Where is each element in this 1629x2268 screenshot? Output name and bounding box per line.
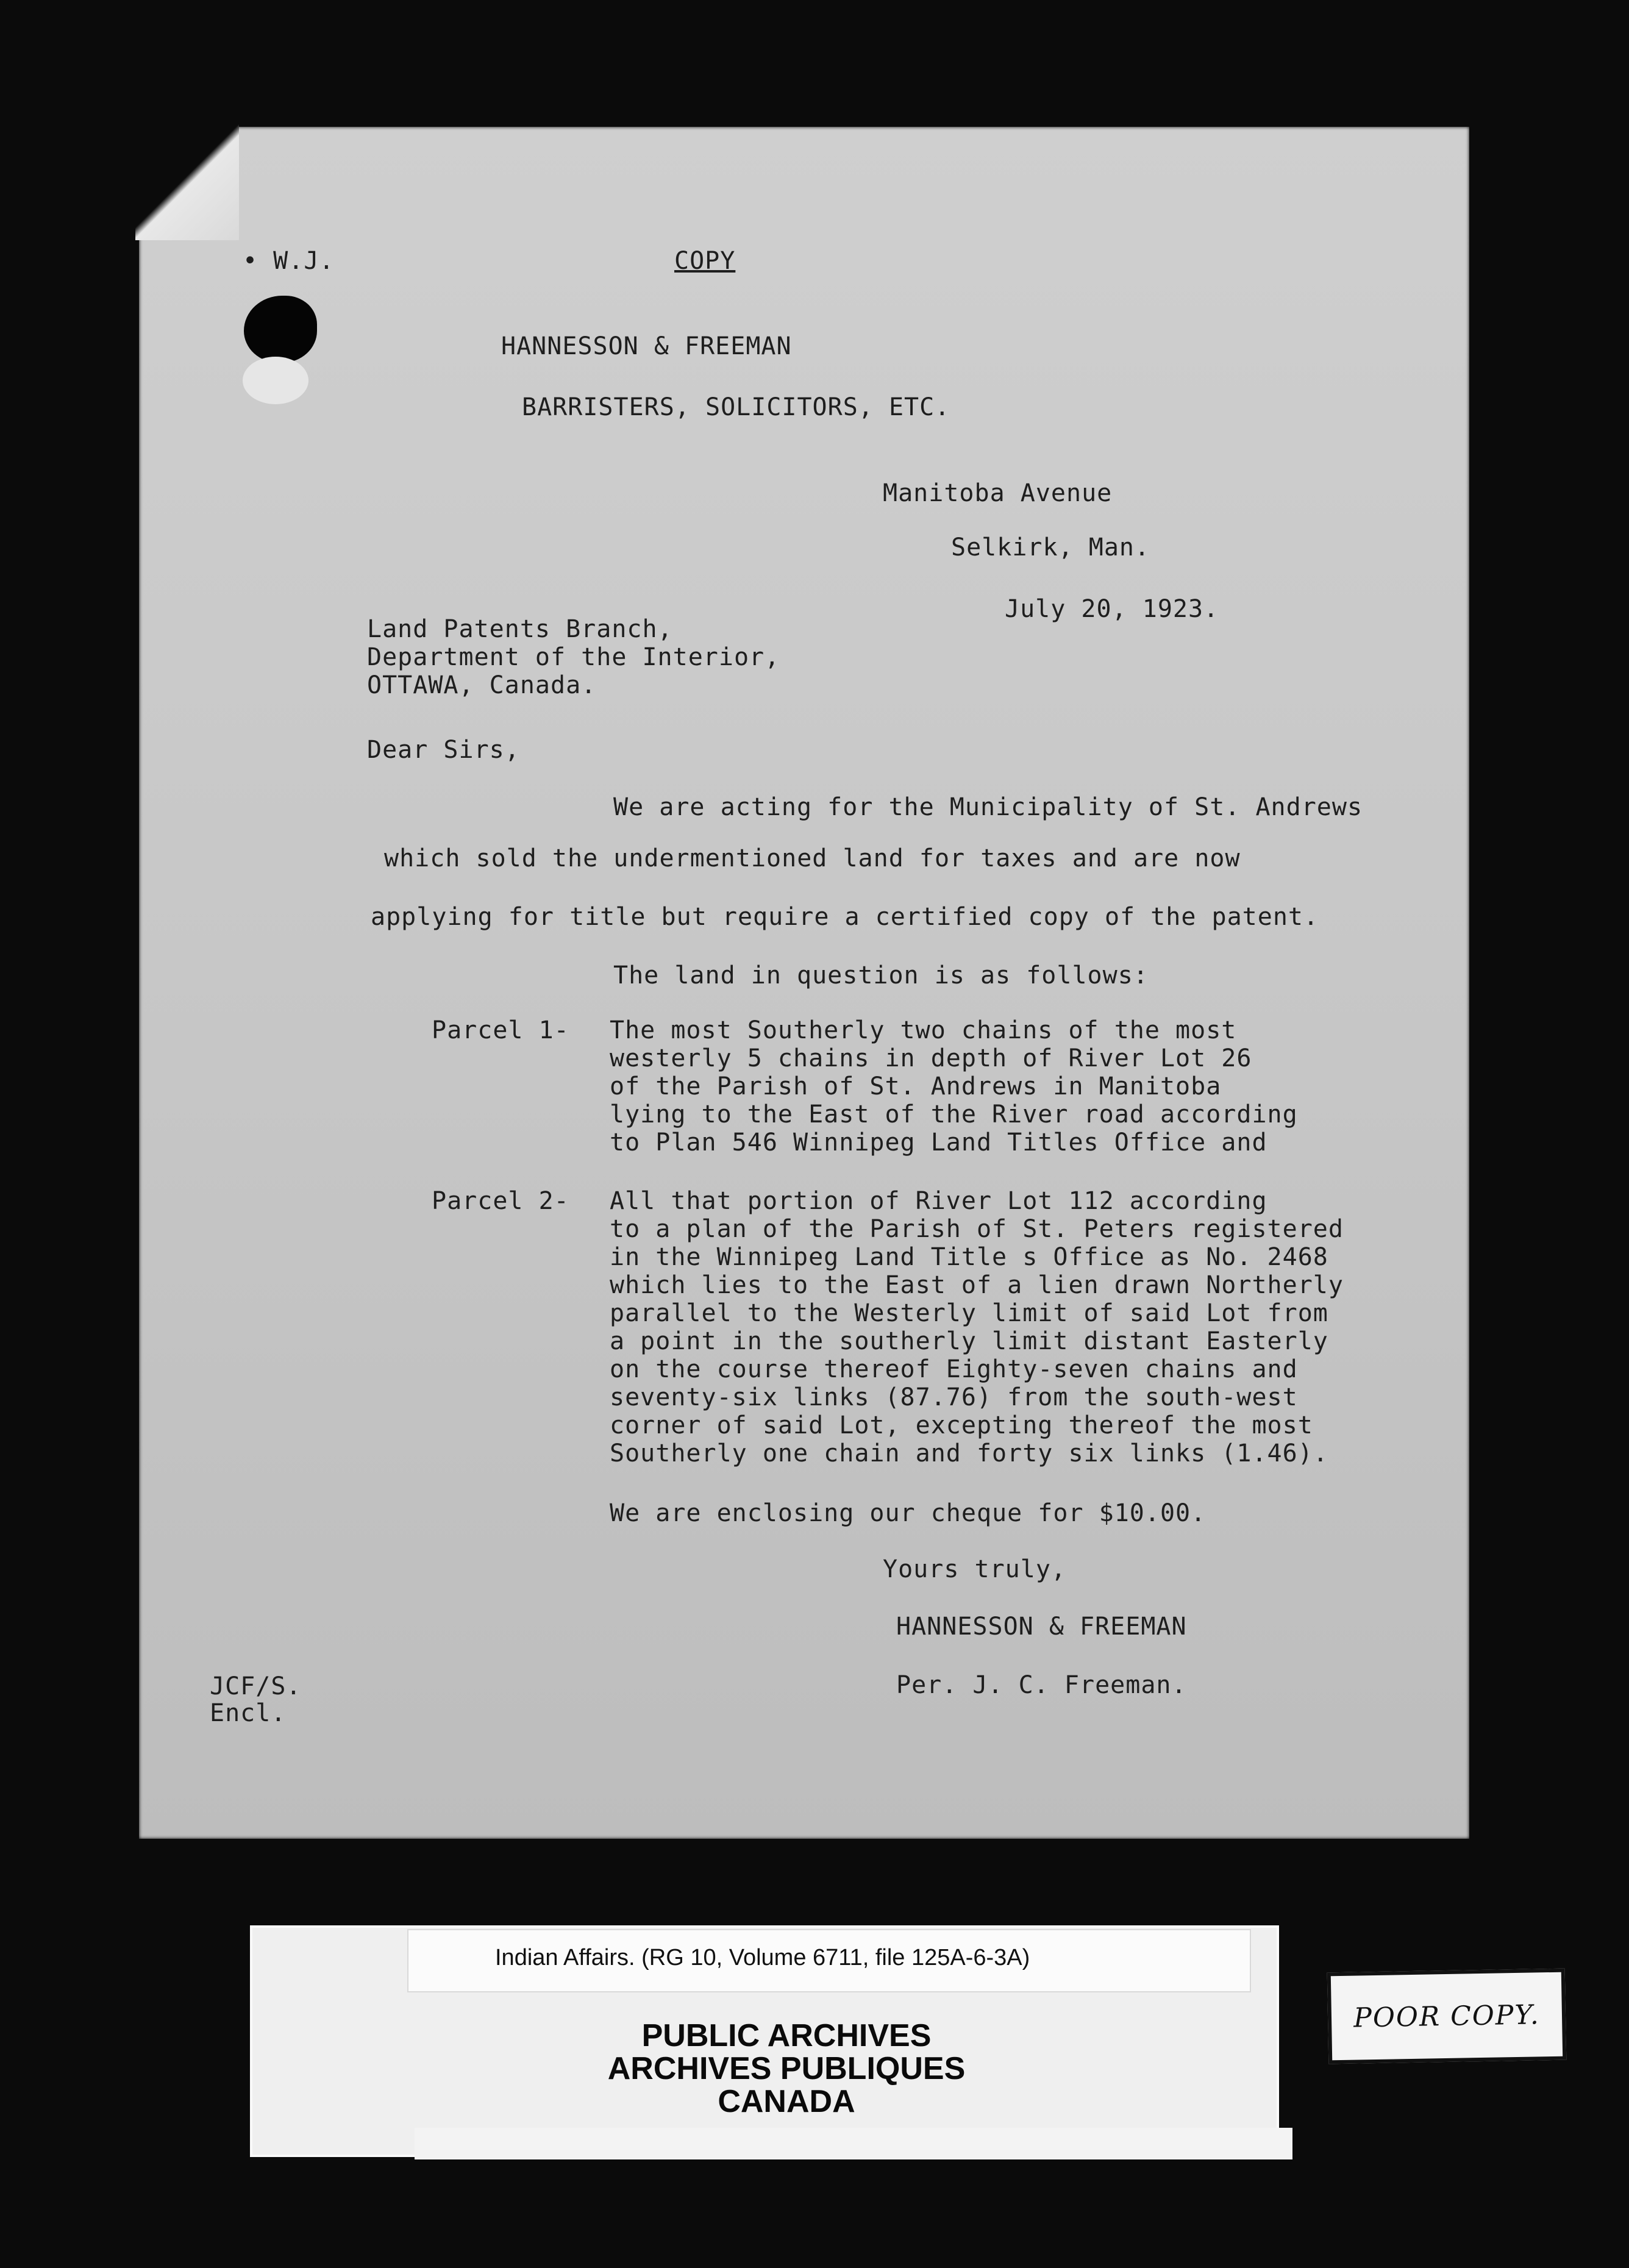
parcel-line: a point in the southerly limit distant Easterly	[610, 1327, 1328, 1355]
recipient-line: Land Patents Branch,	[367, 615, 673, 643]
salutation: Dear Sirs,	[367, 736, 520, 764]
body-line: We are acting for the Municipality of St. Andrews	[613, 793, 1363, 821]
reference-initials: JCF/S.	[210, 1672, 302, 1700]
archive-caption: Indian Affairs. (RG 10, Volume 6711, file 125A-6-3A)	[495, 1945, 1030, 1970]
poor-copy-stamp: POOR COPY.	[1327, 1969, 1567, 2064]
closing: Yours truly,	[883, 1555, 1066, 1583]
copy-label: COPY	[674, 247, 736, 275]
folded-corner	[135, 124, 239, 240]
archive-line-1: PUBLIC ARCHIVES	[641, 2018, 932, 2053]
parcel-line: which lies to the East of a lien drawn Northerly	[610, 1271, 1344, 1299]
punch-hole-torn	[243, 357, 308, 404]
cheque-line: We are enclosing our cheque for $10.00.	[610, 1499, 1207, 1527]
parcel-line: All that portion of River Lot 112 according	[610, 1187, 1267, 1215]
parcel-line: corner of said Lot, excepting thereof the most	[610, 1411, 1313, 1439]
parcel-line: parallel to the Westerly limit of said Lot from	[610, 1299, 1328, 1327]
firm-subtitle: BARRISTERS, SOLICITORS, ETC.	[522, 393, 950, 421]
address-city: Selkirk, Man.	[951, 533, 1150, 562]
archive-label-bottom	[415, 2128, 1292, 2159]
parcel-line: lying to the East of the River road according	[610, 1100, 1298, 1129]
initials-top: • W.J.	[243, 247, 335, 275]
signature-firm: HANNESSON & FREEMAN	[896, 1613, 1187, 1641]
parcel-line: in the Winnipeg Land Title s Office as No. 2468	[610, 1243, 1328, 1271]
parcel-line: Southerly one chain and forty six links (1.46).	[610, 1439, 1328, 1467]
firm-name: HANNESSON & FREEMAN	[501, 332, 792, 360]
parcel-line: on the course thereof Eighty-seven chains and	[610, 1355, 1298, 1383]
parcel-line: of the Parish of St. Andrews in Manitoba	[610, 1072, 1222, 1100]
letter-date: July 20, 1923.	[1005, 595, 1219, 623]
address-street: Manitoba Avenue	[883, 479, 1113, 507]
parcel-line: westerly 5 chains in depth of River Lot 26	[610, 1044, 1252, 1072]
archive-title	[567, 2019, 1006, 2118]
recipient-line: Department of the Interior,	[367, 643, 780, 671]
land-intro: The land in question is as follows:	[613, 961, 1149, 990]
recipient-line: OTTAWA, Canada.	[367, 671, 597, 699]
parcel-1-label: Parcel 1-	[432, 1016, 569, 1044]
archive-line-3: CANADA	[718, 2084, 855, 2119]
enclosure-note: Encl.	[210, 1699, 287, 1727]
signature-per: Per. J. C. Freeman.	[896, 1671, 1187, 1699]
parcel-line: seventy-six links (87.76) from the south-west	[610, 1383, 1298, 1411]
parcel-2-label: Parcel 2-	[432, 1187, 569, 1215]
body-line: which sold the undermentioned land for taxes and are now	[384, 844, 1241, 872]
punch-hole	[244, 296, 317, 363]
archive-line-2: ARCHIVES PUBLIQUES	[607, 2051, 966, 2086]
parcel-line: to Plan 546 Winnipeg Land Titles Office and	[610, 1129, 1267, 1157]
body-line: applying for title but require a certified copy of the patent.	[371, 903, 1319, 931]
parcel-line: The most Southerly two chains of the most	[610, 1016, 1237, 1044]
parcel-line: to a plan of the Parish of St. Peters registered	[610, 1215, 1344, 1243]
